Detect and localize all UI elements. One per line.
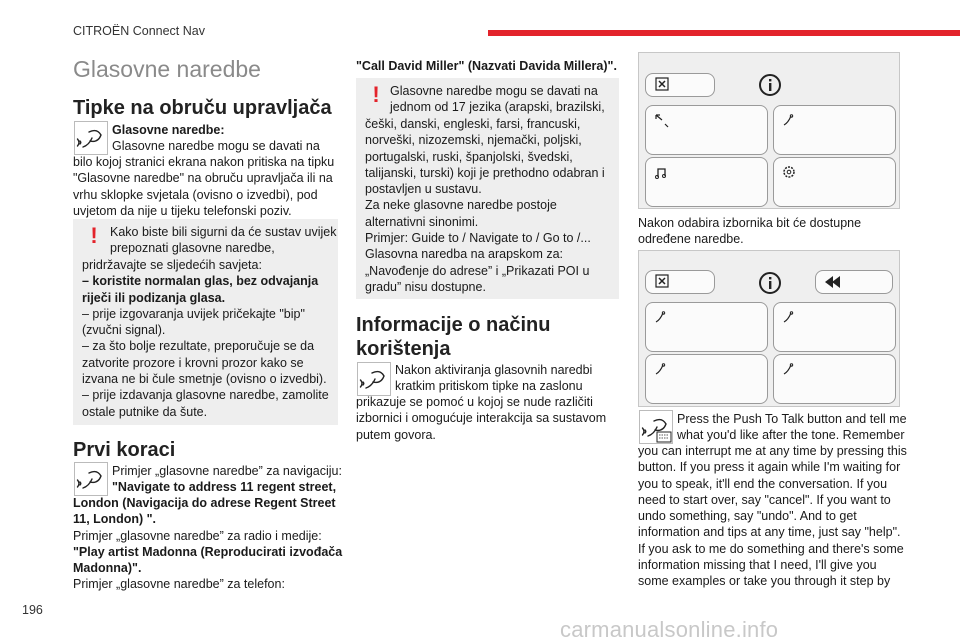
close-button[interactable]	[645, 270, 715, 294]
usage-para-head: Nakon aktiviranja glasovnih naredbi kratkim pritiskom tipke na zaslonu	[395, 363, 593, 394]
phone-icon	[649, 305, 675, 331]
phone-icon	[777, 108, 803, 134]
languages-note-body: češki, danski, engleski, farsi, francuski, norveški, nizozemski, njemački, poljski, portugalski, ruski, španjolski, švedski, talijanski, turski) koji je prethodno odabran i postavljen u sustavu. Za neke glasovne naredbe postoje alternativni sinonimi. Primjer: Guide to / Navigate to / Go to /... Glasovna naredba na arapskom za: „Navođenje do adrese” i „Prikazati POI u gradu” nisu dostupne.	[365, 117, 605, 294]
info-icon[interactable]	[757, 270, 783, 296]
voice-command-icon	[74, 121, 108, 155]
steering-voice-para: bilo kojoj stranici ekrana nakon pritiska na tipku "Glasovne naredbe" na obruču upravljača ili na vrhu sklopke svjetala (ovisno o izvedbi), pod uvjetom da nije u tijeku telefonski poziv.	[73, 155, 335, 218]
media-menu-button[interactable]	[645, 157, 768, 207]
phone-icon	[777, 305, 803, 331]
close-button[interactable]	[645, 73, 715, 97]
first-steps-para-head: Primjer „glasovne naredbe” za navigaciju: "Navigate to address 11 regent street,	[112, 464, 342, 495]
back-button[interactable]	[815, 270, 893, 294]
warning-icon: !	[90, 223, 98, 248]
heading-usage-info: Informacije o načinu korištenja	[356, 314, 551, 360]
push-to-talk-para: you can interrupt me at any time by pressing this button. If you press it again while I'm waiting for you to speak, it'll end the conversation. If you need to start over, say "cancel". If you want to undo something, say "undo". And to get information and tips at any time, just say "help". If you ask to me do something and there's some information missing that I need, I'll give you some examples or take you through it step by	[638, 444, 907, 589]
languages-note-box	[356, 78, 619, 299]
navigation-menu-button[interactable]	[645, 105, 768, 155]
heading-steering-wheel-buttons: Tipke na obruču upravljača	[73, 97, 332, 119]
command-button-3[interactable]	[645, 354, 768, 404]
music-note-icon	[649, 160, 675, 186]
command-button-1[interactable]	[645, 302, 768, 352]
voice-command-icon	[357, 362, 391, 396]
screen-caption: Nakon odabira izbornika bit će dostupne određene naredbe.	[638, 216, 862, 247]
running-header: CITROËN Connect Nav	[73, 24, 205, 38]
call-example-line: "Call David Miller" (Nazvati Davida Millera)".	[356, 59, 617, 73]
voice-command-icon	[74, 462, 108, 496]
page-number: 196	[22, 603, 43, 617]
tip-note-head: Kako biste bili sigurni da će sustav uvijek prepoznati glasovne naredbe,	[110, 225, 337, 256]
command-button-2[interactable]	[773, 302, 896, 352]
info-icon[interactable]	[757, 72, 783, 98]
header-accent-bar	[488, 30, 960, 36]
voice-command-icon	[639, 410, 673, 444]
push-to-talk-para-head: Press the Push To Talk button and tell me what you'd like after the tone. Remember	[677, 412, 907, 443]
languages-note-head: Glasovne naredbe mogu se davati na jednom od 17 jezika (arapski, brazilski,	[390, 84, 605, 115]
voice-menu-screen-2	[638, 250, 900, 407]
usage-para: prikazuje se pomoć u kojoj se nude različiti izbornici i omogućuje interakcija sa sustavom putem govora.	[356, 395, 607, 442]
settings-icon	[777, 160, 803, 186]
navigation-arrow-icon	[649, 108, 675, 134]
phone-icon	[777, 357, 803, 383]
steering-voice-para-head: Glasovne naredbe: Glasovne naredbe mogu se davati na	[112, 123, 320, 154]
command-button-4[interactable]	[773, 354, 896, 404]
phone-menu-button[interactable]	[773, 105, 896, 155]
phone-icon	[649, 357, 675, 383]
warning-icon: !	[372, 82, 380, 107]
section-title: Glasovne naredbe	[73, 56, 261, 82]
settings-menu-button[interactable]	[773, 157, 896, 207]
first-steps-para: London (Navigacija do adrese Regent Street 11, London) ". Primjer „glasovne naredbe” za radio i medije: "Play artist Madonna (Reproducirati izvođača Madonna)". Primjer „glasovne naredbe” za telefon:	[73, 496, 343, 592]
tip-note-body: pridržavajte se sljedećih savjeta: – koristite normalan glas, bez odvajanja riječi ili podizanja glasa. – prije izgovaranja uvijek pričekajte "bip" (zvučni signal). – za što bolje rezultate, preporučuje se da zatvorite prozore i krovni prozor kako se izvana ne bi čule smetnje (ovisno o izvedbi). – prije izdavanja glasovne naredbe, zamolite ostale putnike da šute.	[82, 258, 329, 419]
rewind-icon	[820, 269, 846, 295]
watermark: carmanualsonline.info	[560, 617, 779, 640]
voice-menu-screen-1	[638, 52, 900, 209]
tip-note-box	[73, 219, 338, 425]
heading-first-steps: Prvi koraci	[73, 439, 176, 461]
